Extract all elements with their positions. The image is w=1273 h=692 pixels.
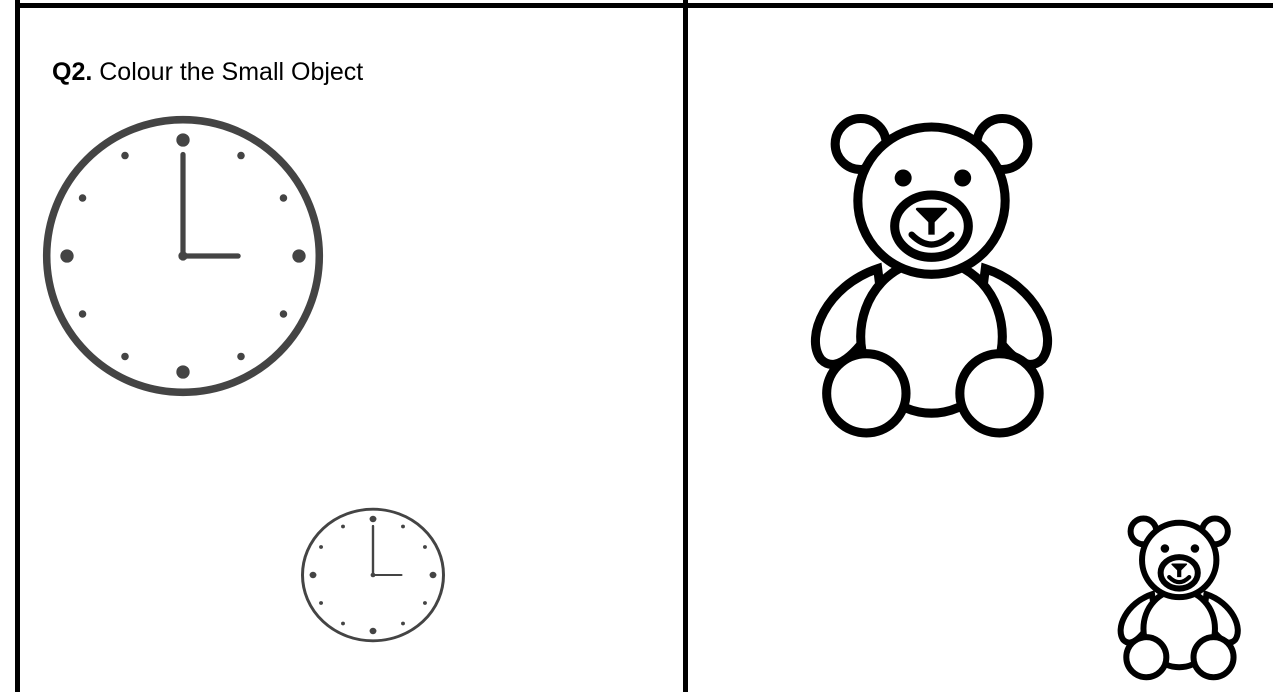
table-border-top	[15, 3, 1273, 8]
question-text: Colour the Small Object	[99, 58, 364, 86]
bear-foot-left	[827, 354, 906, 433]
clock-hour-marker	[176, 365, 189, 378]
table-border-left	[15, 0, 20, 692]
clock-hour-marker	[280, 310, 288, 318]
clock-hour-marker	[60, 249, 73, 262]
teddy-bear-drawing	[1121, 518, 1238, 677]
clock-hour-marker	[292, 249, 305, 262]
clock-hour-marker	[319, 545, 323, 549]
clock-face	[303, 509, 444, 641]
bear-foot-right	[1194, 637, 1234, 677]
teddy-bear-drawing	[815, 119, 1047, 434]
clock-icon	[38, 111, 328, 401]
clock-hour-marker	[423, 545, 427, 549]
clock-hour-marker	[430, 572, 437, 578]
clock-hour-marker	[176, 133, 189, 146]
question-heading	[52, 58, 363, 87]
teddy-bear-icon	[1112, 514, 1255, 686]
clock-hour-marker	[237, 152, 245, 160]
table-border-middle	[683, 0, 688, 692]
bear-eye-right	[954, 170, 971, 187]
clock-hour-marker	[401, 525, 405, 529]
bear-eye-right	[1191, 544, 1200, 553]
bear-foot-left	[1126, 637, 1166, 677]
clock-center	[178, 251, 187, 260]
clock-icon	[298, 505, 448, 645]
clock-center	[371, 573, 376, 577]
clock-hour-marker	[341, 525, 345, 529]
clock-hour-marker	[237, 353, 245, 361]
clock-hour-marker	[121, 353, 129, 361]
bear-eye-left	[1161, 544, 1170, 553]
large-clock[interactable]	[38, 111, 328, 401]
clock-hour-marker	[121, 152, 129, 160]
large-teddy-bear[interactable]	[795, 110, 1085, 450]
clock-hour-marker	[341, 622, 345, 626]
clock-hour-marker	[79, 310, 87, 318]
clock-hour-marker	[370, 516, 377, 522]
teddy-bear-icon	[795, 110, 1085, 450]
clock-face	[47, 120, 320, 393]
question-number: Q2.	[52, 58, 93, 86]
clock-hour-marker	[423, 601, 427, 605]
clock-hour-marker	[401, 622, 405, 626]
small-clock[interactable]	[298, 505, 448, 645]
clock-hour-marker	[310, 572, 317, 578]
bear-eye-left	[895, 170, 912, 187]
bear-foot-right	[960, 354, 1039, 433]
clock-hour-marker	[79, 194, 87, 202]
clock-hour-marker	[280, 194, 288, 202]
clock-hour-marker	[319, 601, 323, 605]
small-teddy-bear[interactable]	[1112, 514, 1255, 686]
clock-hour-marker	[370, 628, 377, 634]
